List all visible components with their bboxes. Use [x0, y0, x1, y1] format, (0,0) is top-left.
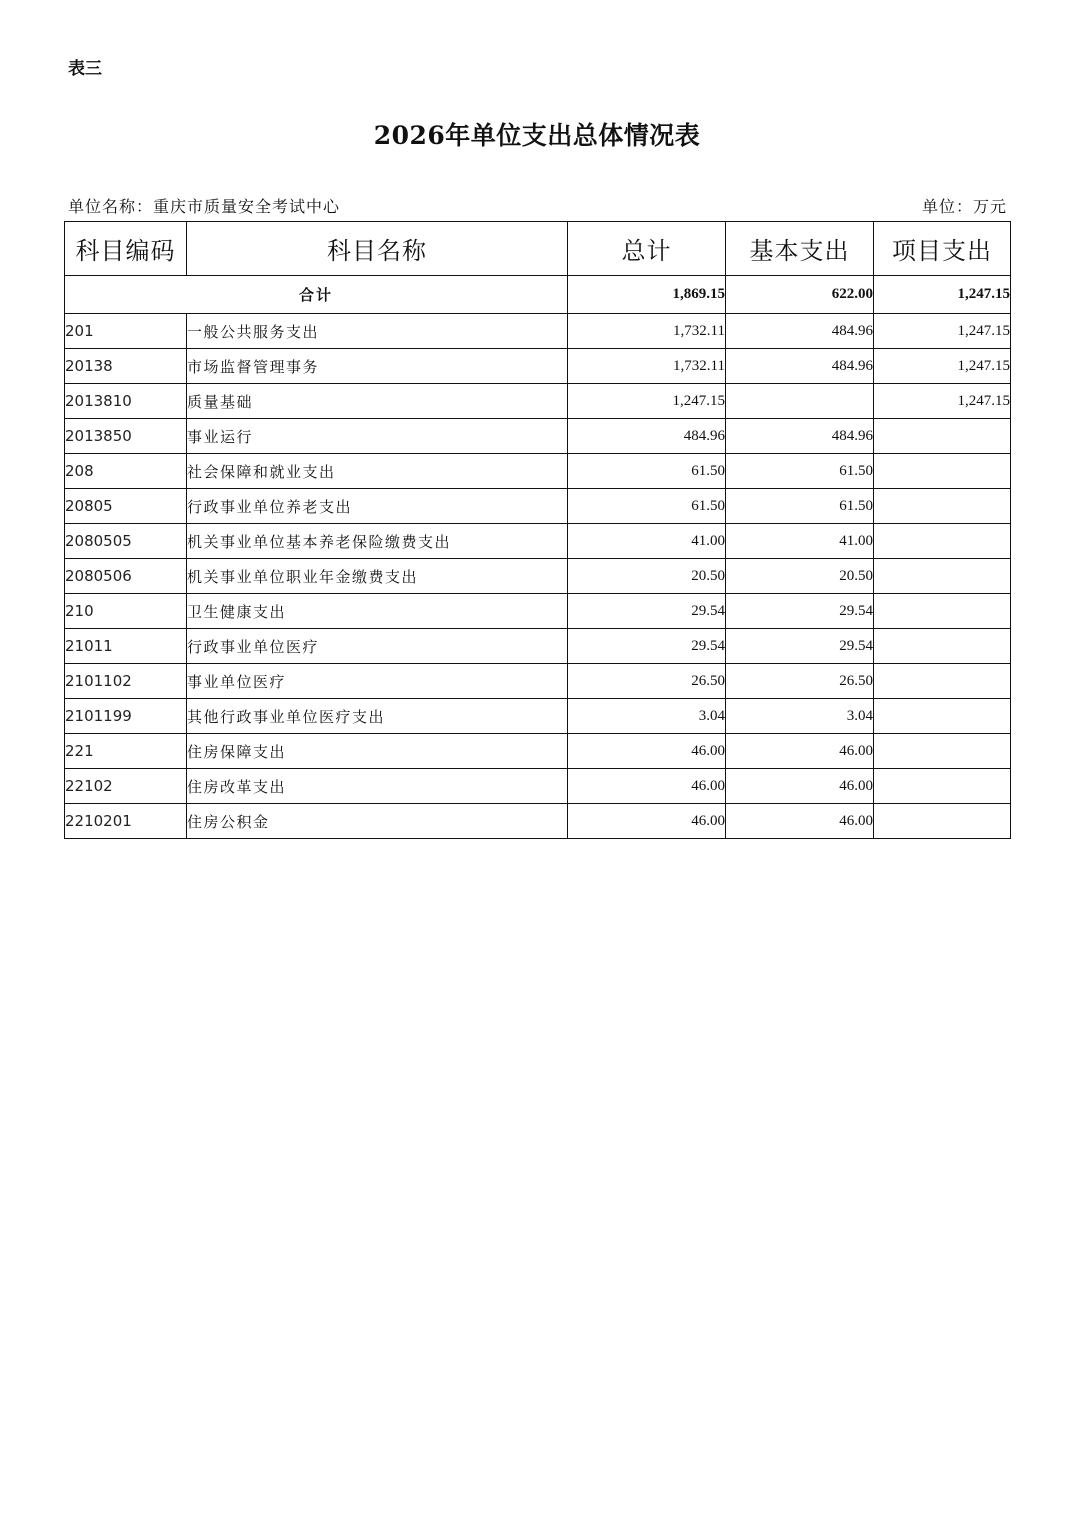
total-cell: 29.54 [568, 594, 726, 629]
project-expenditure-cell [874, 559, 1011, 594]
table-row [65, 524, 1011, 559]
basic-expenditure-cell: 484.96 [726, 349, 874, 384]
project-expenditure-cell [874, 524, 1011, 559]
basic-expenditure-cell: 484.96 [726, 419, 874, 454]
total-basic: 622.00 [726, 276, 874, 314]
subject-name-cell: 住房公积金 [187, 804, 568, 839]
table-row [65, 314, 1011, 349]
basic-expenditure-cell: 20.50 [726, 559, 874, 594]
subject-code-cell: 2013810 [65, 384, 187, 419]
project-expenditure-cell [874, 699, 1011, 734]
total-cell: 61.50 [568, 454, 726, 489]
subject-code-cell: 2080505 [65, 524, 187, 559]
subject-name-cell: 市场监督管理事务 [187, 349, 568, 384]
basic-expenditure-cell: 61.50 [726, 489, 874, 524]
table-row [65, 629, 1011, 664]
subject-code-cell: 21011 [65, 629, 187, 664]
basic-expenditure-cell: 26.50 [726, 664, 874, 699]
basic-expenditure-cell: 29.54 [726, 629, 874, 664]
table-body [65, 276, 1011, 839]
subject-code-cell: 221 [65, 734, 187, 769]
subject-name-cell: 事业单位医疗 [187, 664, 568, 699]
document-title: 2026年单位支出总体情况表 [373, 121, 701, 150]
project-expenditure-cell: 1,247.15 [874, 314, 1011, 349]
project-expenditure-cell [874, 419, 1011, 454]
total-sum: 1,869.15 [568, 276, 726, 314]
project-expenditure-cell [874, 489, 1011, 524]
header-subject-code: 科目编码 [65, 222, 187, 276]
subject-code-cell: 2210201 [65, 804, 187, 839]
header-basic-expenditure: 基本支出 [726, 222, 874, 276]
subject-name-cell: 行政事业单位医疗 [187, 629, 568, 664]
subject-name-cell: 住房保障支出 [187, 734, 568, 769]
project-expenditure-cell [874, 454, 1011, 489]
total-label: 合计 [65, 276, 568, 314]
total-cell: 46.00 [568, 769, 726, 804]
project-expenditure-cell: 1,247.15 [874, 349, 1011, 384]
table-row [65, 489, 1011, 524]
table-row [65, 349, 1011, 384]
subject-name-cell: 行政事业单位养老支出 [187, 489, 568, 524]
total-cell: 61.50 [568, 489, 726, 524]
table-row [65, 804, 1011, 839]
basic-expenditure-cell: 41.00 [726, 524, 874, 559]
project-expenditure-cell [874, 804, 1011, 839]
subject-code-cell: 20805 [65, 489, 187, 524]
table-row [65, 559, 1011, 594]
unit-name: 单位名称：重庆市质量安全考试中心 [68, 197, 341, 216]
total-cell: 484.96 [568, 419, 726, 454]
subject-code-cell: 2080506 [65, 559, 187, 594]
project-expenditure-cell [874, 629, 1011, 664]
total-cell: 1,247.15 [568, 384, 726, 419]
table-header-row [65, 222, 1011, 276]
project-expenditure-cell [874, 769, 1011, 804]
subject-code-cell: 210 [65, 594, 187, 629]
header-project-expenditure: 项目支出 [874, 222, 1011, 276]
subject-name-cell: 一般公共服务支出 [187, 314, 568, 349]
page-label: 表三 [68, 59, 102, 79]
basic-expenditure-cell: 46.00 [726, 804, 874, 839]
table-row [65, 419, 1011, 454]
basic-expenditure-cell: 484.96 [726, 314, 874, 349]
project-expenditure-cell [874, 734, 1011, 769]
basic-expenditure-cell: 46.00 [726, 734, 874, 769]
total-cell: 29.54 [568, 629, 726, 664]
table-row [65, 734, 1011, 769]
subject-name-cell: 其他行政事业单位医疗支出 [187, 699, 568, 734]
subject-code-cell: 2013850 [65, 419, 187, 454]
total-row [65, 276, 1011, 314]
subject-code-cell: 20138 [65, 349, 187, 384]
subject-name-cell: 社会保障和就业支出 [187, 454, 568, 489]
subject-name-cell: 机关事业单位基本养老保险缴费支出 [187, 524, 568, 559]
table-row [65, 594, 1011, 629]
total-cell: 46.00 [568, 734, 726, 769]
table-row [65, 384, 1011, 419]
total-cell: 26.50 [568, 664, 726, 699]
project-expenditure-cell [874, 664, 1011, 699]
header-subject-name: 科目名称 [187, 222, 568, 276]
table-row [65, 454, 1011, 489]
subject-name-cell: 机关事业单位职业年金缴费支出 [187, 559, 568, 594]
unit-of-measure: 单位：万元 [921, 197, 1007, 216]
project-expenditure-cell: 1,247.15 [874, 384, 1011, 419]
subject-code-cell: 2101199 [65, 699, 187, 734]
basic-expenditure-cell [726, 384, 874, 419]
subject-code-cell: 208 [65, 454, 187, 489]
expenditure-table [64, 221, 1011, 839]
subject-name-cell: 质量基础 [187, 384, 568, 419]
table-row [65, 699, 1011, 734]
subject-code-cell: 201 [65, 314, 187, 349]
project-expenditure-cell [874, 594, 1011, 629]
table-row [65, 664, 1011, 699]
subject-code-cell: 22102 [65, 769, 187, 804]
subject-name-cell: 事业运行 [187, 419, 568, 454]
basic-expenditure-cell: 3.04 [726, 699, 874, 734]
basic-expenditure-cell: 29.54 [726, 594, 874, 629]
subject-name-cell: 住房改革支出 [187, 769, 568, 804]
total-cell: 46.00 [568, 804, 726, 839]
total-cell: 3.04 [568, 699, 726, 734]
total-cell: 1,732.11 [568, 314, 726, 349]
total-cell: 41.00 [568, 524, 726, 559]
total-project: 1,247.15 [874, 276, 1011, 314]
basic-expenditure-cell: 61.50 [726, 454, 874, 489]
subject-code-cell: 2101102 [65, 664, 187, 699]
basic-expenditure-cell: 46.00 [726, 769, 874, 804]
table-row [65, 769, 1011, 804]
header-total: 总计 [568, 222, 726, 276]
total-cell: 20.50 [568, 559, 726, 594]
total-cell: 1,732.11 [568, 349, 726, 384]
subject-name-cell: 卫生健康支出 [187, 594, 568, 629]
